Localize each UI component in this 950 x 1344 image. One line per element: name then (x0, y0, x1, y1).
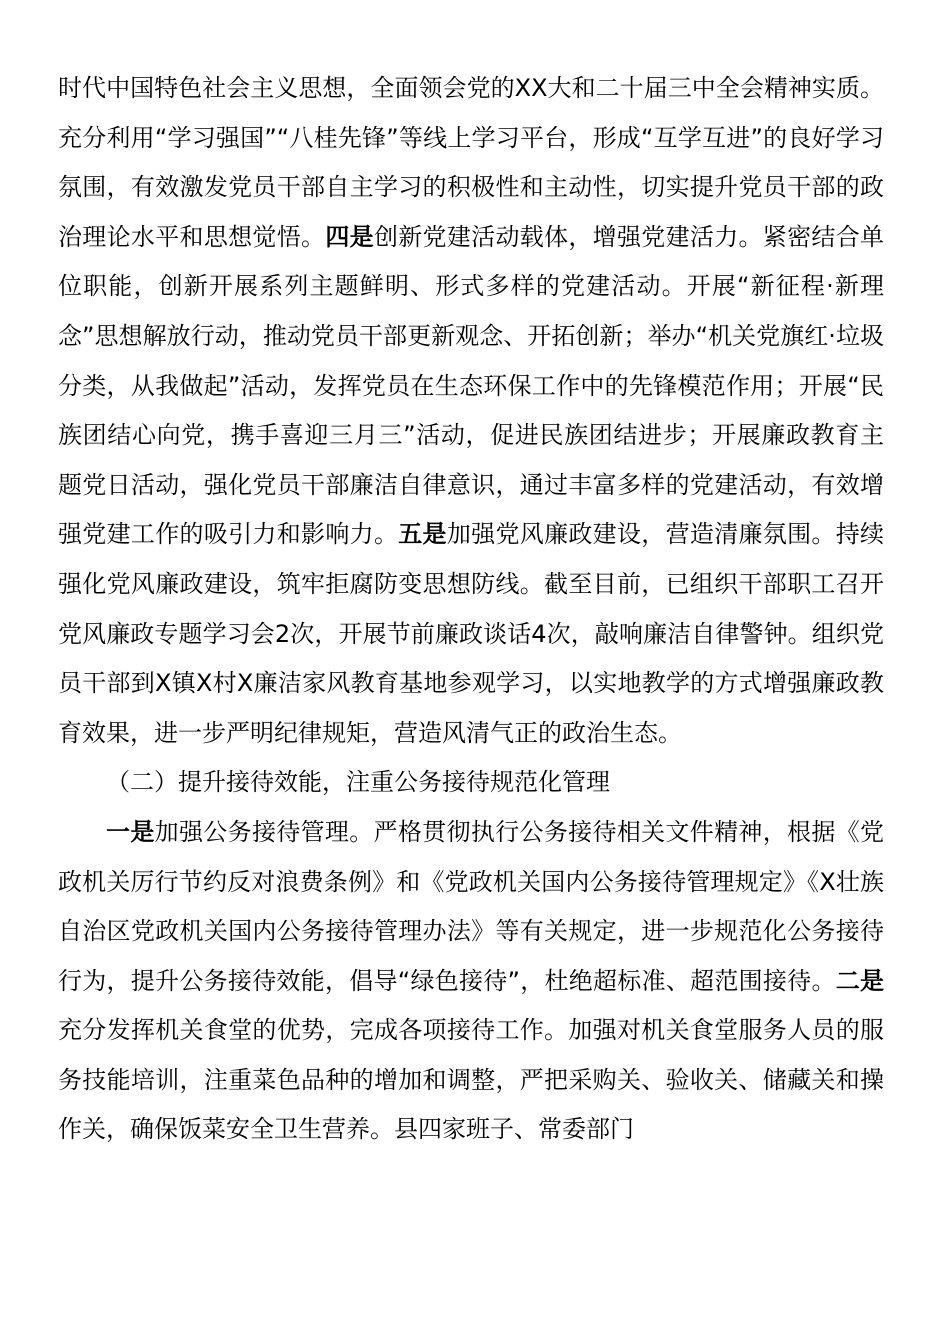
bold-marker-one: 一是 (106, 817, 155, 846)
bold-marker-five: 五是 (398, 520, 447, 549)
section-heading: （二）提升接待效能，注重公务接待规范化管理 (106, 768, 610, 797)
paragraph-text: 加强党风廉政建设，营造清廉氛围。持续强化党风廉政建设，筑牢拒腐防变思想防线。截至目前，已组织干部职工召开党风廉政专题学习会2次，开展节前廉政谈话4次，敲响廉洁自律警钟。组织党员干部到X镇X村X廉洁家风教育基地参观学习，以实地教学的方式增强廉政教育效果，进一步严明纪律规矩，营造风清气正的政治生态。 (58, 520, 885, 747)
paragraph-text: 创新党建活动载体，增强党建活力。紧密结合单位职能，创新开展系列主题鲜明、形式多样的党建活动。开展“新征程·新理念”思想解放行动，推动党员干部更新观念、开拓创新；举办“机关党旗红·垃圾分类，从我做起”活动，发挥党员在生态环保工作中的先锋模范作用；开展“民族团结心向党，携手喜迎三月三”活动，促进民族团结进步；开展廉政教育主题党日活动，强化党员干部廉洁自律意识，通过丰富多样的党建活动，有效增强党建工作的吸引力和影响力。 (58, 222, 885, 549)
paragraph-reception (58, 808, 884, 1155)
bold-marker-four: 四是 (325, 222, 374, 251)
paragraph-text: 时代中国特色社会主义思想，全面领会党的XX大和二十届三中全会精神实质。充分利用“学习强国”“八桂先锋”等线上学习平台，形成“互学互进”的良好学习氛围，有效激发党员干部自主学习的积极性和主动性，切实提升党员干部的政治理论水平和思想觉悟。 (58, 74, 884, 251)
paragraph-party-building (58, 64, 884, 758)
bold-marker-two: 二是 (835, 966, 885, 995)
document-page (58, 64, 884, 1155)
paragraph-text: 充分发挥机关食堂的优势，完成各项接待工作。加强对机关食堂服务人员的服务技能培训，注重菜色品种的增加和调整，严把采购关、验收关、储藏关和操作关，确保饭菜安全卫生营养。县四家班子、常委部门 (58, 1016, 884, 1144)
paragraph-text: 加强公务接待管理。严格贯彻执行公务接待相关文件精神，根据《党政机关厉行节约反对浪费条例》和《党政机关国内公务接待管理规定》《X壮族自治区党政机关国内公务接待管理办法》等有关规定，进一步规范化公务接待行为，提升公务接待效能，倡导“绿色接待”，杜绝超标准、超范围接待。 (58, 817, 885, 995)
